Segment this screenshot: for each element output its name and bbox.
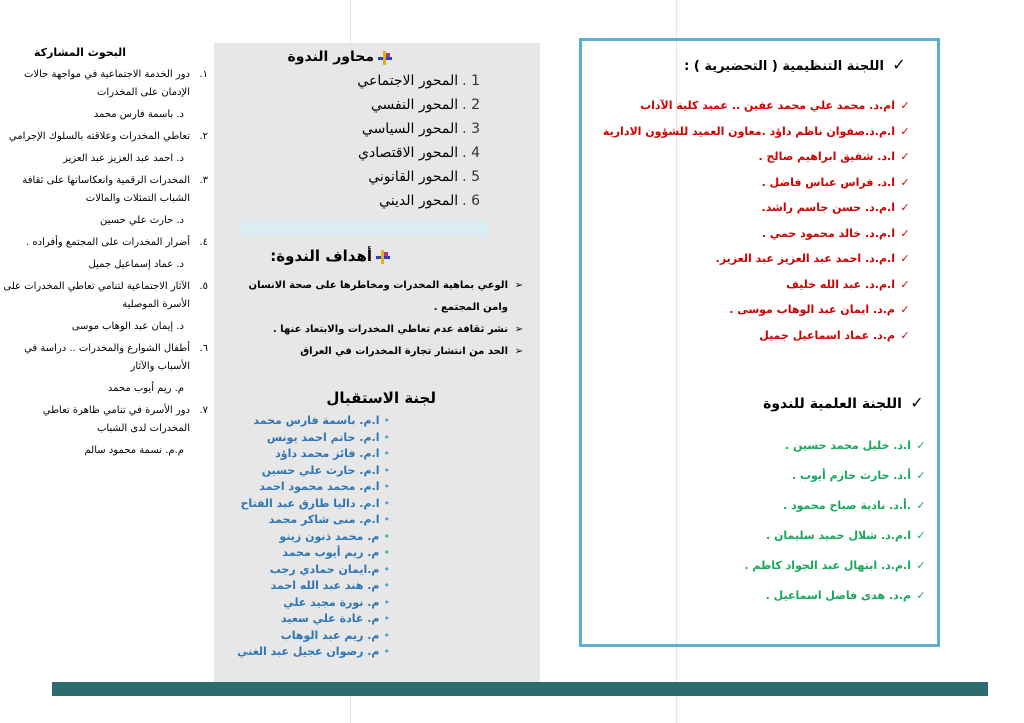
goal-text: الحد من انتشار تجارة المخدرات في العراق [300, 346, 508, 357]
axis-label: المحور الديني [379, 193, 459, 209]
reception-member: • ا.م. حاتم احمد يونس [214, 430, 390, 447]
reception-member: • ا.م. منى شاكر محمد [214, 512, 390, 529]
axis-item [214, 141, 540, 165]
goals-heading [270, 247, 390, 265]
goal-item [226, 275, 530, 319]
paper-number: ٤. [199, 237, 208, 248]
axis-item [214, 93, 540, 117]
check-icon: ✓ [900, 124, 910, 138]
arrow-bullet-icon: ➢ [514, 346, 524, 357]
paper-title: تعاطي المخدرات وعلاقته بالسلوك الإجرامي [8, 131, 190, 142]
scientific-member [601, 581, 931, 611]
axis-label: المحور الاقتصادي [358, 145, 459, 161]
scientific-member-name: ا.م.د. ابتهال عبد الجواد كاظم . [744, 559, 911, 572]
organizing-member-name: م.د. عماد اسماعيل جميل [759, 328, 895, 342]
paper-number: ٧. [199, 405, 208, 416]
reception-member: • م. رضوان عجيل عبد الغني [214, 644, 390, 661]
check-icon: ✓ [900, 150, 910, 163]
check-icon: ✓ [910, 393, 924, 412]
axis-item [214, 189, 540, 213]
reception-member: • م. غادة علي سعيد [214, 611, 390, 628]
goal-item [226, 319, 530, 341]
organizing-member-name: ام.د. محمد علي محمد عفين .. عميد كلية الآداب [640, 99, 895, 112]
check-icon: ✓ [900, 226, 910, 240]
paper-author: د. احمد عبد العزيز عبد العزيز [63, 153, 184, 164]
committees-frame [579, 38, 940, 647]
check-icon: ✓ [900, 201, 910, 214]
organizing-member-name: ا.د. فراس عباس فاضل . [761, 175, 895, 189]
paper-number: ٥. [199, 281, 208, 292]
check-icon: ✓ [900, 277, 910, 291]
scientific-member-name: ا.م.د. شلال حميد سليمان . [765, 529, 911, 542]
axis-number: 6 . [462, 193, 480, 209]
scientific-heading [763, 393, 927, 412]
check-icon: ✓ [916, 529, 926, 542]
scientific-member [601, 521, 931, 551]
axis-label: المحور السياسي [361, 121, 459, 137]
check-icon: ✓ [892, 55, 906, 74]
organizing-list [595, 93, 915, 348]
organizing-member [595, 272, 915, 298]
axes-title: محاور الندوة [287, 49, 374, 65]
reception-member: • ا.م. باسمة فارس محمد [214, 413, 390, 430]
arrow-bullet-icon: ➢ [514, 280, 524, 291]
check-icon: ✓ [916, 589, 926, 602]
reception-member: • م. نورة مجيد علي [214, 595, 390, 612]
middle-panel [214, 43, 540, 683]
reception-member: • ا.م. حارث علي حسين [214, 463, 390, 480]
organizing-member [595, 297, 915, 323]
check-icon: ✓ [900, 252, 910, 265]
organizing-member-name: م.د. ايمان عبد الوهاب موسى . [729, 303, 895, 316]
organizing-member-name: ا.م.د. احمد عبد العزيز عبد العزيز. [715, 252, 895, 265]
organizing-member [595, 144, 915, 170]
paper-title: أضرار المخدرات على المجتمع وأفراده . [26, 237, 190, 248]
scientific-member-name: ا.د. خليل محمد حسين . [785, 439, 911, 452]
axis-label: المحور القانوني [368, 169, 459, 185]
axis-number: 2 . [462, 97, 480, 113]
paper-author: د. إيمان عبد الوهاب موسى [71, 321, 184, 332]
check-icon: ✓ [916, 439, 926, 452]
paper-item [0, 66, 210, 102]
organizing-member-name: ا.م.د. خالد محمود حمي . [761, 226, 895, 240]
organizing-member [595, 221, 915, 247]
paper-number: ٢. [199, 131, 208, 142]
check-icon: ✓ [916, 499, 926, 512]
scientific-member [601, 551, 931, 581]
organizing-member [595, 195, 915, 221]
scientific-member [601, 461, 931, 491]
sparkle-icon [380, 51, 392, 63]
organizing-member-name: ا.د. شفيق ابراهيم صالح . [758, 150, 895, 163]
organizing-member [595, 119, 915, 145]
axes-list [214, 69, 540, 213]
bottom-bar [52, 682, 988, 696]
paper-title: المخدرات الرقمية وانعكاساتها على ثقافة الشباب التمثلات والمالات [22, 175, 190, 204]
axis-number: 3 . [462, 121, 480, 137]
organizing-member-name: ا.م.د. عبد الله خليف [786, 277, 895, 291]
reception-title: لجنة الاستقبال [326, 389, 436, 407]
organizing-member-name: ا.م.د. حسن جاسم راشد. [761, 201, 895, 214]
organizing-member [595, 170, 915, 196]
paper-author: م. ريم أيوب محمد [107, 383, 184, 394]
scientific-member-name: م.د. هدى فاضل اسماعيل . [765, 589, 911, 602]
reception-member: • م. ريم عبد الوهاب [214, 628, 390, 645]
paper-item [0, 128, 210, 146]
axis-number: 4 . [462, 145, 480, 161]
reception-member: • م. محمد ذنون زينو [214, 529, 390, 546]
paper-author: د. باسمة فارس محمد [93, 109, 184, 120]
organizing-member-name: ا.م.د.صفوان ناظم داؤد .معاون العميد للشؤون الادارية [602, 124, 895, 138]
check-icon: ✓ [916, 469, 926, 482]
paper-item [0, 234, 210, 252]
check-icon: ✓ [916, 559, 926, 572]
paper-author: د. حارث علي حسين [100, 215, 184, 226]
highlight-band [240, 221, 488, 237]
paper-number: ٣. [199, 175, 208, 186]
axis-item [214, 69, 540, 93]
paper-title: الآثار الاجتماعية لتنامي تعاطي المخدرات على الأسرة الموصلية [3, 281, 190, 310]
paper-item [0, 278, 210, 314]
paper-number: ٦. [199, 343, 208, 354]
goal-item [226, 341, 530, 363]
arrow-bullet-icon: ➢ [514, 324, 524, 335]
sparkle-icon [378, 250, 390, 262]
scientific-member [601, 491, 931, 521]
paper-author: م.م. نسمة محمود سالم [84, 445, 184, 456]
check-icon: ✓ [900, 328, 910, 342]
reception-member: • ا.م. محمد محمود احمد [214, 479, 390, 496]
scientific-member [601, 431, 931, 461]
goals-title: أهداف الندوة: [270, 247, 372, 265]
check-icon: ✓ [900, 303, 910, 316]
axes-heading [214, 49, 392, 65]
papers-list [0, 66, 210, 460]
goal-text: الوعي بماهية المخدرات ومخاطرها على صحة الانسان وامن المجتمع . [248, 280, 508, 313]
goals-list [226, 275, 530, 363]
scientific-list [601, 431, 931, 611]
scientific-title: اللجنة العلمية للندوة [763, 396, 902, 412]
axis-number: 1 . [462, 73, 480, 89]
organizing-member [595, 323, 915, 349]
check-icon: ✓ [900, 175, 910, 189]
paper-item [0, 172, 210, 208]
reception-list [214, 413, 540, 661]
organizing-heading [684, 55, 909, 74]
paper-author: د. عماد إسماعيل جميل [88, 259, 184, 270]
scientific-member-name: .أ.د. نادية صباح محمود . [783, 499, 911, 512]
research-section [0, 44, 210, 460]
scientific-member-name: أ.د. حارث حازم أيوب . [791, 469, 911, 482]
research-title: البحوث المشاركة [33, 46, 127, 59]
axis-item [214, 117, 540, 141]
reception-member: • ا.م. داليا طارق عبد الفتاح [214, 496, 390, 513]
goal-text: نشر ثقافة عدم تعاطي المخدرات والابتعاد عنها . [272, 324, 508, 335]
paper-title: أطفال الشوارع والمخدرات .. دراسة في الأسباب والآثار [24, 343, 190, 372]
reception-member: • م. ريم أيوب محمد [214, 545, 390, 562]
paper-number: ١. [199, 69, 208, 80]
organizing-title: اللجنة التنظيمية ( التحضيرية ) : [684, 59, 884, 74]
reception-member: • ا.م. فائز محمد داؤد [214, 446, 390, 463]
axis-item [214, 165, 540, 189]
axis-label: المحور الاجتماعي [357, 73, 459, 89]
paper-title: دور الأسرة في تنامي ظاهرة تعاطي المخدرات لدى الشباب [42, 405, 190, 434]
check-icon: ✓ [900, 99, 910, 112]
axis-number: 5 . [462, 169, 480, 185]
reception-member: • م.ايمان حمادي رجب [214, 562, 390, 579]
paper-item [0, 402, 210, 438]
paper-title: دور الخدمة الاجتماعية في مواجهة حالات الإدمان على المخدرات [23, 69, 190, 98]
reception-member: • م. هند عبد الله احمد [214, 578, 390, 595]
organizing-member [595, 93, 915, 119]
axis-label: المحور النفسي [370, 97, 459, 113]
paper-item [0, 340, 210, 376]
organizing-member [595, 246, 915, 272]
